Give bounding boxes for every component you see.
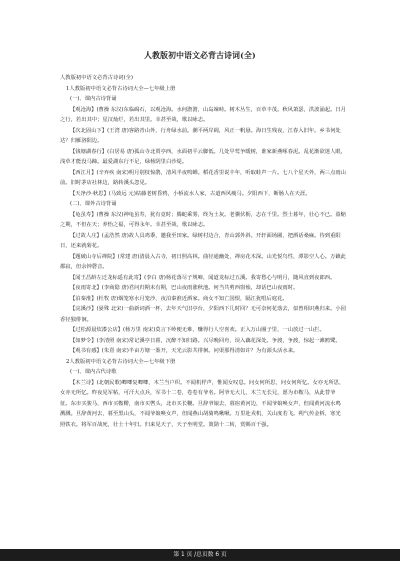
poem-paragraph: 【浣溪沙】(晏殊 北宋)一曲新词酒一杯，去年天气旧亭台，夕阳西下几时回？无可奈何花落去，似曾相识燕归来。小园香径独徘徊。 xyxy=(60,306,346,323)
poem-paragraph: 【闻王昌龄左迁龙标遥有此寄】(李白 唐)杨花落尽子规啼，闻道龙标过五溪。我寄愁心与明月，随风直到夜郎西。 xyxy=(70,274,336,281)
poem-paragraph: 【钱塘湖春行】(白居易 唐)孤山寺北贾亭西，水面初平云脚低。几处早莺争暖树，谁家新燕啄春泥。乱花渐欲迷人眼，浅草才能没马蹄。最爱湖东行不足，绿杨阴里白沙堤。 xyxy=(60,148,346,165)
poem-paragraph: 【次北固山下】(王湾 唐)客路青山外，行舟绿水前。潮平两岸阔，风正一帆悬。海日生残夜，江春入旧年。乡书何处达？归雁洛阳边。 xyxy=(60,127,341,144)
poem-paragraph: 【木兰诗】(北朝民歌)唧唧复唧唧，木兰当户织。不闻机杼声，惟闻女叹息。问女何所思，问女何所忆。女亦无所思，女亦无所忆。昨夜见军帖，可汗大点兵，军书十二卷，卷卷有爷名。阿爷无大儿，木兰无长兄，愿为市鞍马，从此替爷征。东市买骏马，西市买鞍鞯，南市买辔头，北市买长鞭。旦辞爷娘去，暮宿黄河边，不闻爷娘唤女声，但闻黄河流水鸣溅溅。旦辞黄河去，暮至黑山头，不闻爷娘唤女声，但闻燕山胡骑鸣啾啾。万里赴戎机，关山度若飞。朔气传金柝，寒光照铁衣。将军百战死，壮士十年归。归来见天子，天子坐明堂。策勋十二转，赏赐百千强。 xyxy=(60,379,345,428)
subsection-heading: (一)、课内古诗背诵 xyxy=(70,96,117,102)
poem-paragraph: 【龟虽寿】(曹操 东汉)神龟虽寿，犹有竟时；腾蛇乘雾，终为土灰。老骥伏枥，志在千里。烈士暮年，壮心不已。盈缩之期，不但在天；养怡之福，可得永年。幸甚至哉，歌以咏志。 xyxy=(60,211,346,228)
poem-paragraph: 【西江月】(辛弃疾 南宋)明月别枝惊鹊，清风半夜鸣蝉。稻花香里说丰年，听取蛙声一片。七八个星天外，两三点雨山前。旧时茅店社林边，路转溪头忽见。 xyxy=(60,169,346,186)
poem-paragraph: 【泊秦淮】(杜牧 唐)烟笼寒水月笼沙，夜泊秦淮近酒家。商女不知亡国恨，隔江犹唱后庭花。 xyxy=(70,295,288,302)
poem-paragraph: 【夜雨寄北】(李商隐 唐)君问归期未有期，巴山夜雨涨秋池。何当共剪西窗烛，却话巴山夜雨时。 xyxy=(70,285,299,291)
document-title: 人教版初中语文必背古诗词(全) xyxy=(144,51,256,60)
poem-paragraph: 【如梦令】(李清照 南宋)常记溪亭日暮，沉醉不知归路。兴尽晚回舟，误入藕花深处。争渡，争渡，惊起一滩鸥鹭。 xyxy=(70,337,341,344)
section-heading: 人教版初中语文必背古诗词(全) xyxy=(60,75,133,81)
grade-heading: 2人教版初中语文必背古诗词大全—七年级下册 xyxy=(66,358,176,365)
page-footer: 第 1 页 /总页数 6 页 xyxy=(0,549,400,561)
poem-paragraph: 【题破山寺后禅院】(常建 唐)清晨入古寺，初日照高林。曲径通幽处，禅房花木深。山光悦鸟性，潭影空人心。万籁此都寂，但余钟磬音。 xyxy=(60,253,346,270)
poem-paragraph: 【天净沙·秋思】(马致远 元)枯藤老树昏鸦，小桥流水人家，古道西风瘦马。夕阳西下，断肠人在天涯。 xyxy=(70,190,311,197)
subsection-heading: (二)、课外古诗背诵 xyxy=(70,201,117,207)
grade-heading: 1人教版初中语文必背古诗词大全—七年级上册 xyxy=(66,85,176,92)
poem-paragraph: 【观书有感】(朱熹 南宋)半亩方塘一鉴开，天光云影共徘徊。问渠那得清如许？为有源头活水来。 xyxy=(70,348,299,354)
poem-paragraph: 【过松源晨炊漆公店】(杨万里 南宋)莫言下岭便无难，赚得行人空喜欢。正入万山圈子里，一山放过一山拦。 xyxy=(70,327,325,333)
poem-paragraph: 【过故人庄】(孟浩然 唐)故人具鸡黍，邀我至田家。绿树村边合，青山郭外斜。开轩面场圃，把酒话桑麻。待到重阳日，还来就菊花。 xyxy=(60,232,341,249)
document-body xyxy=(0,73,400,430)
subsection-heading: (一)、课内古代诗歌 xyxy=(70,369,117,375)
poem-paragraph: 【观沧海】(曹操 东汉)东临碣石，以观沧海。水何澹澹，山岛竦峙。树木丛生，百草丰茂。秋风萧瑟，洪波涌起。日月之行，若出其中；星汉灿烂，若出其里。幸甚至哉，歌以咏志。 xyxy=(60,106,346,123)
